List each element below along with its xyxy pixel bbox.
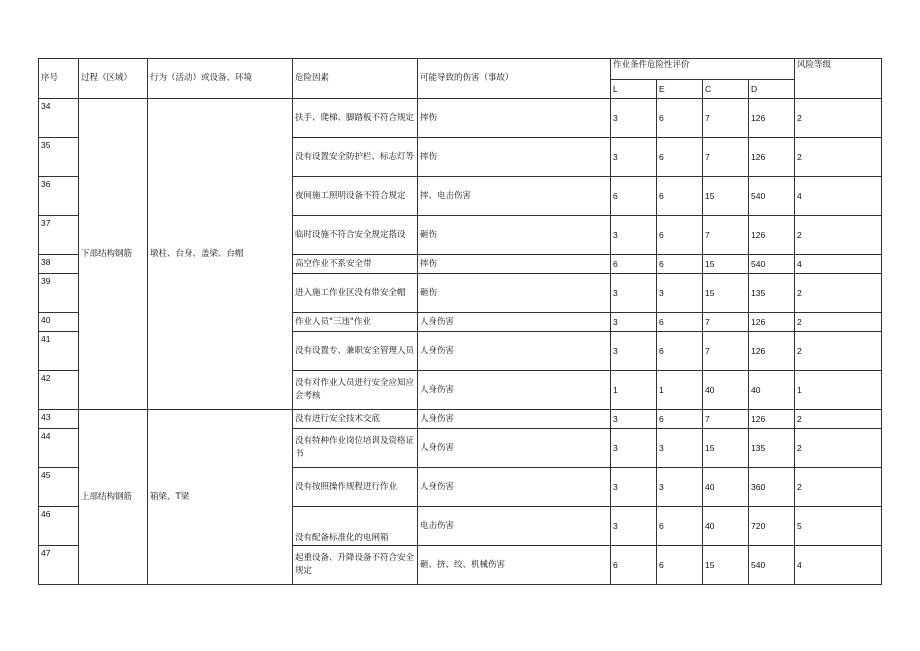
d-cell: 126 xyxy=(749,99,795,138)
harm-cell: 电击伤害 xyxy=(418,507,611,546)
header-risk-level: 风险等级 xyxy=(795,59,882,99)
d-cell: 540 xyxy=(749,177,795,216)
c-cell: 40 xyxy=(703,468,749,507)
d-cell: 360 xyxy=(749,468,795,507)
d-cell: 540 xyxy=(749,546,795,585)
risk-cell: 4 xyxy=(795,177,882,216)
harm-cell: 砸伤 xyxy=(418,274,611,313)
hazard-cell: 作业人员"三违"作业 xyxy=(293,313,418,332)
hazard-cell: 没有对作业人员进行安全应知应会考核 xyxy=(293,371,418,410)
header-evaluation: 作业条件危险性评价 xyxy=(611,59,795,80)
e-cell: 6 xyxy=(657,410,703,429)
e-cell: 3 xyxy=(657,468,703,507)
l-cell: 3 xyxy=(611,410,657,429)
e-cell: 6 xyxy=(657,138,703,177)
header-hazard: 危险因素 xyxy=(293,59,418,99)
header-process: 过程（区域） xyxy=(79,59,148,99)
header-seq: 序号 xyxy=(39,59,79,99)
c-cell: 15 xyxy=(703,546,749,585)
d-cell: 126 xyxy=(749,313,795,332)
seq-cell: 34 xyxy=(39,99,79,138)
c-cell: 15 xyxy=(703,274,749,313)
risk-assessment-table xyxy=(38,58,882,585)
d-cell: 126 xyxy=(749,216,795,255)
process-cell: 下部结构钢筋 xyxy=(79,99,148,410)
d-cell: 135 xyxy=(749,429,795,468)
activity-cell: 墩柱、台身、盖梁、台帽 xyxy=(148,99,293,410)
d-cell: 540 xyxy=(749,255,795,274)
c-cell: 7 xyxy=(703,138,749,177)
c-cell: 7 xyxy=(703,313,749,332)
seq-cell: 43 xyxy=(39,410,79,429)
activity-cell: 箱梁、T梁 xyxy=(148,410,293,585)
c-cell: 15 xyxy=(703,255,749,274)
e-cell: 6 xyxy=(657,332,703,371)
l-cell: 3 xyxy=(611,138,657,177)
risk-cell: 1 xyxy=(795,371,882,410)
d-cell: 126 xyxy=(749,138,795,177)
c-cell: 15 xyxy=(703,429,749,468)
harm-cell: 摔、电击伤害 xyxy=(418,177,611,216)
c-cell: 40 xyxy=(703,507,749,546)
hazard-cell: 进入施工作业区没有带安全帽 xyxy=(293,274,418,313)
hazard-cell: 没有配备标准化的电闸箱 xyxy=(293,507,418,546)
seq-cell: 39 xyxy=(39,274,79,313)
e-cell: 6 xyxy=(657,177,703,216)
risk-cell: 5 xyxy=(795,507,882,546)
header-l: L xyxy=(611,80,657,99)
e-cell: 6 xyxy=(657,99,703,138)
header-harm: 可能导致的伤害（事故） xyxy=(418,59,611,99)
header-row xyxy=(39,59,882,80)
l-cell: 6 xyxy=(611,177,657,216)
d-cell: 135 xyxy=(749,274,795,313)
hazard-cell: 没有设置专、兼职安全管理人员 xyxy=(293,332,418,371)
risk-cell: 4 xyxy=(795,546,882,585)
c-cell: 15 xyxy=(703,177,749,216)
hazard-cell: 没有按照操作规程进行作业 xyxy=(293,468,418,507)
d-cell: 720 xyxy=(749,507,795,546)
header-activity: 行为（活动）或设备、环境 xyxy=(148,59,293,99)
harm-cell: 人身伤害 xyxy=(418,371,611,410)
seq-cell: 46 xyxy=(39,507,79,546)
seq-cell: 38 xyxy=(39,255,79,274)
process-cell: 上部结构钢筋 xyxy=(79,410,148,585)
l-cell: 3 xyxy=(611,507,657,546)
seq-cell: 41 xyxy=(39,332,79,371)
e-cell: 1 xyxy=(657,371,703,410)
risk-cell: 2 xyxy=(795,138,882,177)
seq-cell: 47 xyxy=(39,546,79,585)
table-row xyxy=(39,99,882,138)
hazard-cell: 没有特种作业岗位培训及资格证书 xyxy=(293,429,418,468)
seq-cell: 42 xyxy=(39,371,79,410)
e-cell: 6 xyxy=(657,546,703,585)
l-cell: 3 xyxy=(611,99,657,138)
l-cell: 3 xyxy=(611,468,657,507)
risk-cell: 2 xyxy=(795,313,882,332)
harm-cell: 人身伤害 xyxy=(418,410,611,429)
l-cell: 3 xyxy=(611,332,657,371)
seq-cell: 40 xyxy=(39,313,79,332)
header-c: C xyxy=(703,80,749,99)
e-cell: 6 xyxy=(657,255,703,274)
d-cell: 126 xyxy=(749,410,795,429)
header-e: E xyxy=(657,80,703,99)
seq-cell: 36 xyxy=(39,177,79,216)
harm-cell: 摔伤 xyxy=(418,99,611,138)
seq-cell: 45 xyxy=(39,468,79,507)
e-cell: 6 xyxy=(657,313,703,332)
hazard-cell: 高空作业不系安全带 xyxy=(293,255,418,274)
harm-cell: 砸、挤、绞、机械伤害 xyxy=(418,546,611,585)
risk-cell: 2 xyxy=(795,429,882,468)
e-cell: 3 xyxy=(657,274,703,313)
c-cell: 7 xyxy=(703,99,749,138)
l-cell: 6 xyxy=(611,255,657,274)
risk-cell: 2 xyxy=(795,216,882,255)
d-cell: 126 xyxy=(749,332,795,371)
l-cell: 6 xyxy=(611,546,657,585)
hazard-cell: 扶手、爬梯、脚踏板不符合规定 xyxy=(293,99,418,138)
e-cell: 6 xyxy=(657,216,703,255)
hazard-cell: 夜间施工照明设备不符合规定 xyxy=(293,177,418,216)
hazard-cell: 没有进行安全技术交底 xyxy=(293,410,418,429)
risk-cell: 2 xyxy=(795,468,882,507)
harm-cell: 砸伤 xyxy=(418,216,611,255)
hazard-cell: 临时设施不符合安全规定搭设 xyxy=(293,216,418,255)
c-cell: 7 xyxy=(703,216,749,255)
risk-cell: 2 xyxy=(795,410,882,429)
risk-cell: 2 xyxy=(795,99,882,138)
hazard-cell: 没有设置安全防护栏、标志灯等 xyxy=(293,138,418,177)
table-row xyxy=(39,410,882,429)
harm-cell: 人身伤害 xyxy=(418,313,611,332)
risk-assessment-table-container xyxy=(38,58,882,585)
harm-cell: 摔伤 xyxy=(418,138,611,177)
c-cell: 40 xyxy=(703,371,749,410)
seq-cell: 44 xyxy=(39,429,79,468)
harm-cell: 人身伤害 xyxy=(418,468,611,507)
l-cell: 3 xyxy=(611,313,657,332)
risk-cell: 4 xyxy=(795,255,882,274)
hazard-cell: 起重设备、升降设备不符合安全规定 xyxy=(293,546,418,585)
header-d: D xyxy=(749,80,795,99)
harm-cell: 人身伤害 xyxy=(418,429,611,468)
risk-cell: 2 xyxy=(795,274,882,313)
e-cell: 6 xyxy=(657,507,703,546)
risk-cell: 2 xyxy=(795,332,882,371)
d-cell: 40 xyxy=(749,371,795,410)
l-cell: 3 xyxy=(611,274,657,313)
l-cell: 1 xyxy=(611,371,657,410)
e-cell: 3 xyxy=(657,429,703,468)
seq-cell: 35 xyxy=(39,138,79,177)
l-cell: 3 xyxy=(611,429,657,468)
harm-cell: 摔伤 xyxy=(418,255,611,274)
harm-cell: 人身伤害 xyxy=(418,332,611,371)
c-cell: 7 xyxy=(703,410,749,429)
l-cell: 3 xyxy=(611,216,657,255)
c-cell: 7 xyxy=(703,332,749,371)
seq-cell: 37 xyxy=(39,216,79,255)
